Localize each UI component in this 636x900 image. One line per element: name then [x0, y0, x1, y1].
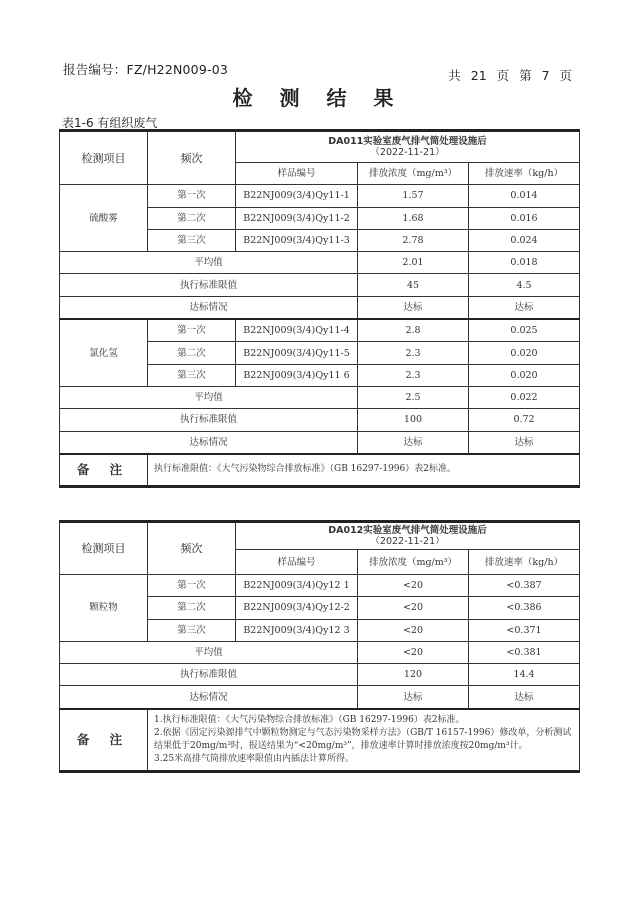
group-date: （2022-11-21） — [370, 147, 445, 158]
table-caption: 表1-6 有组织废气 — [62, 116, 158, 130]
results-table-da012 — [59, 520, 580, 773]
report-number: 报告编号：FZ/H22N009-03 — [63, 62, 228, 77]
table-row — [60, 575, 580, 597]
frequency: 第二次 — [148, 342, 236, 364]
col-header-sample: 样品编号 — [236, 550, 358, 575]
frequency: 第三次 — [148, 364, 236, 386]
rate: 0.020 — [469, 342, 580, 364]
concentration: 2.3 — [358, 364, 469, 386]
average-row — [60, 386, 580, 408]
rate: <0.387 — [469, 575, 580, 597]
frequency: 第一次 — [148, 575, 236, 597]
frequency: 第二次 — [148, 207, 236, 229]
limit-row — [60, 409, 580, 431]
sample-id: B22NJ009(3/4)Qy12 3 — [236, 619, 358, 641]
sample-id: B22NJ009(3/4)Qy11-2 — [236, 207, 358, 229]
group-header-da012 — [236, 522, 580, 550]
status-rate: 达标 — [469, 431, 580, 454]
limit-rate: 4.5 — [469, 274, 580, 296]
rate: 0.025 — [469, 319, 580, 342]
average-row — [60, 252, 580, 274]
frequency: 第三次 — [148, 229, 236, 251]
limit-label: 执行标准限值 — [60, 274, 358, 296]
status-rate: 达标 — [469, 686, 580, 709]
remark-line: 3.25米高排气筒排放速率限值由内插法计算所得。 — [154, 753, 355, 764]
sample-id: B22NJ009(3/4)Qy11 6 — [236, 364, 358, 386]
group-title: DA012实验室废气排气筒处理设施后 — [328, 525, 487, 536]
limit-rate: 14.4 — [469, 664, 580, 686]
average-label: 平均值 — [60, 641, 358, 663]
concentration: 2.3 — [358, 342, 469, 364]
remarks-label: 备 注 — [60, 709, 148, 772]
sample-id: B22NJ009(3/4)Qy11-4 — [236, 319, 358, 342]
group-date: （2022-11-21） — [370, 536, 445, 547]
average-row — [60, 641, 580, 663]
sample-id: B22NJ009(3/4)Qy12-2 — [236, 597, 358, 619]
average-label: 平均值 — [60, 386, 358, 408]
concentration: 2.78 — [358, 229, 469, 251]
concentration: 2.8 — [358, 319, 469, 342]
col-header-concentration: 排放浓度（mg/m³） — [358, 163, 469, 185]
remark-line: 2.依据《固定污染源排气中颗粒物测定与气态污染物采样方法》（GB/T 16157-1996）修改单，分析测试结果低于20mg/m³时，报送结果为“<20mg/m³”，排放速率计算时排放浓度按20mg/m³计。 — [154, 727, 572, 751]
col-header-rate: 排放速率（kg/h） — [469, 163, 580, 185]
average-rate: 0.018 — [469, 252, 580, 274]
item-name: 颗粒物 — [60, 575, 148, 642]
col-header-sample: 样品编号 — [236, 163, 358, 185]
col-header-item: 检测项目 — [60, 131, 148, 185]
frequency: 第一次 — [148, 319, 236, 342]
sample-id: B22NJ009(3/4)Qy11-1 — [236, 185, 358, 207]
limit-row — [60, 274, 580, 296]
limit-label: 执行标准限值 — [60, 409, 358, 431]
status-row — [60, 431, 580, 454]
item-name: 氯化氢 — [60, 319, 148, 386]
concentration: <20 — [358, 619, 469, 641]
limit-concentration: 120 — [358, 664, 469, 686]
status-label: 达标情况 — [60, 686, 358, 709]
status-label: 达标情况 — [60, 431, 358, 454]
status-concentration: 达标 — [358, 296, 469, 319]
sample-id: B22NJ009(3/4)Qy12 1 — [236, 575, 358, 597]
frequency: 第一次 — [148, 185, 236, 207]
sample-id: B22NJ009(3/4)Qy11-3 — [236, 229, 358, 251]
rate: 0.024 — [469, 229, 580, 251]
frequency: 第二次 — [148, 597, 236, 619]
limit-rate: 0.72 — [469, 409, 580, 431]
group-title: DA011实验室废气排气筒处理设施后 — [328, 136, 487, 147]
page-title: 检 测 结 果 — [232, 86, 404, 110]
rate: 0.020 — [469, 364, 580, 386]
col-header-frequency: 频次 — [148, 131, 236, 185]
table-row — [60, 185, 580, 207]
status-row — [60, 686, 580, 709]
status-row — [60, 296, 580, 319]
remarks-row — [60, 709, 580, 772]
average-concentration: <20 — [358, 641, 469, 663]
frequency: 第三次 — [148, 619, 236, 641]
status-concentration: 达标 — [358, 431, 469, 454]
average-rate: 0.022 — [469, 386, 580, 408]
limit-concentration: 45 — [358, 274, 469, 296]
col-header-rate: 排放速率（kg/h） — [469, 550, 580, 575]
limit-row — [60, 664, 580, 686]
concentration: 1.68 — [358, 207, 469, 229]
group-header-da011 — [236, 131, 580, 163]
table-row — [60, 319, 580, 342]
status-concentration: 达标 — [358, 686, 469, 709]
sample-id: B22NJ009(3/4)Qy11-5 — [236, 342, 358, 364]
concentration: <20 — [358, 597, 469, 619]
remark-line: 1.执行标准限值：《大气污染物综合排放标准》（GB 16297-1996）表2标准。 — [154, 714, 465, 725]
item-name: 硫酸雾 — [60, 185, 148, 252]
average-concentration: 2.5 — [358, 386, 469, 408]
rate: <0.371 — [469, 619, 580, 641]
status-rate: 达标 — [469, 296, 580, 319]
remarks-row — [60, 454, 580, 487]
col-header-frequency: 频次 — [148, 522, 236, 575]
rate: 0.016 — [469, 207, 580, 229]
concentration: <20 — [358, 575, 469, 597]
concentration: 1.57 — [358, 185, 469, 207]
average-rate: <0.381 — [469, 641, 580, 663]
remarks-label: 备 注 — [60, 454, 148, 487]
limit-label: 执行标准限值 — [60, 664, 358, 686]
results-table-da011 — [59, 129, 580, 488]
rate: 0.014 — [469, 185, 580, 207]
page-indicator: 共 21 页 第 7 页 — [448, 68, 572, 83]
average-concentration: 2.01 — [358, 252, 469, 274]
remarks-list — [148, 709, 580, 772]
average-label: 平均值 — [60, 252, 358, 274]
limit-concentration: 100 — [358, 409, 469, 431]
status-label: 达标情况 — [60, 296, 358, 319]
remarks-text: 执行标准限值：《大气污染物综合排放标准》（GB 16297-1996）表2标准。 — [148, 454, 580, 487]
col-header-item: 检测项目 — [60, 522, 148, 575]
rate: <0.386 — [469, 597, 580, 619]
col-header-concentration: 排放浓度（mg/m³） — [358, 550, 469, 575]
